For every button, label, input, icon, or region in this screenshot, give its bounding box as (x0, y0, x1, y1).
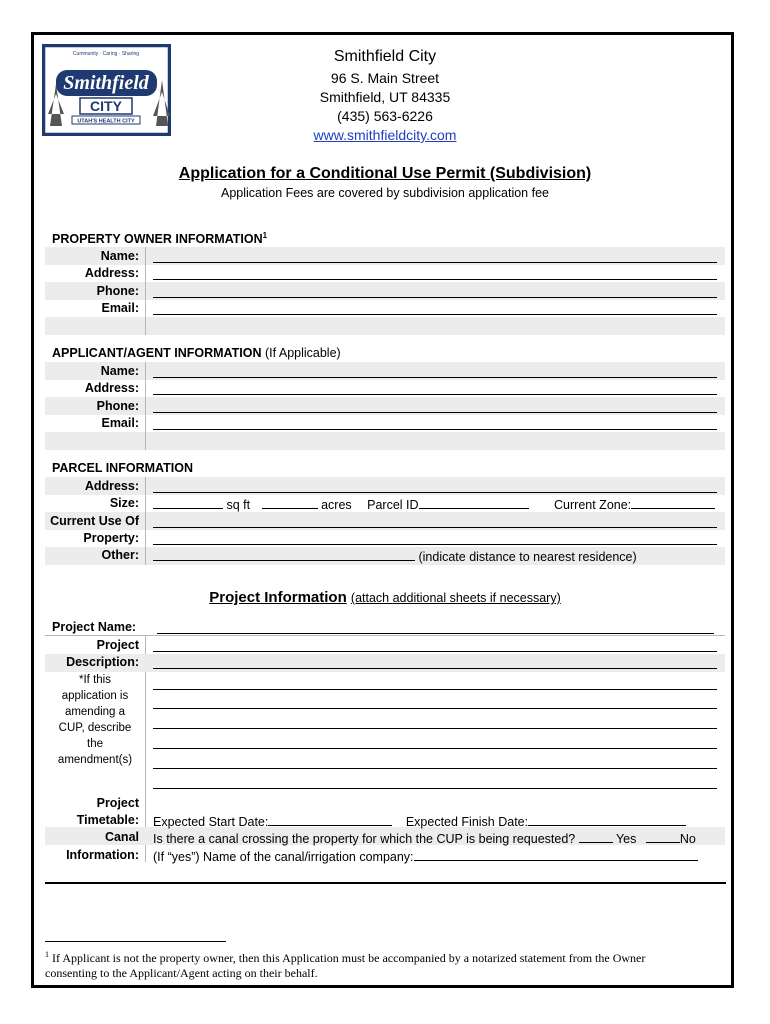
form-subtitle: Application Fees are covered by subdivision application fee (221, 186, 549, 200)
owner-name-field[interactable] (153, 262, 717, 263)
timetable-row: Expected Start Date: Expected Finish Date: (153, 813, 686, 829)
owner-address-label: Address: (84, 266, 139, 280)
owner-email-label: Email: (101, 301, 139, 315)
parcel-address-field[interactable] (153, 492, 717, 493)
amendment-note: *If this application is amending a CUP, describe the amendment(s) (57, 674, 133, 766)
description-line-1[interactable] (153, 651, 717, 652)
phone-number: (435) 563-6226 (337, 108, 433, 124)
svg-text:Cummunity · Caring · Sharing: Cummunity · Caring · Sharing (72, 51, 140, 57)
applicant-address-field[interactable] (153, 394, 717, 395)
timetable-label-2: Timetable: (76, 813, 139, 827)
parcel-other-label: Other: (101, 548, 139, 562)
parcel-size-label: Size: (109, 496, 139, 510)
owner-phone-label: Phone: (96, 284, 139, 298)
owner-address-field[interactable] (153, 279, 717, 280)
canal-label-2: Information: (66, 848, 139, 862)
parcel-other-row: (indicate distance to nearest residence) (153, 548, 637, 564)
property-field[interactable] (153, 544, 717, 545)
parcel-address-label: Address: (84, 479, 139, 493)
owner-name-label: Name: (100, 249, 139, 263)
applicant-name-label: Name: (100, 364, 139, 378)
canal-name-row: (If “yes”) Name of the canal/irrigation company: (153, 848, 698, 864)
property-label: Property: (83, 531, 139, 545)
timetable-label-1: Project (96, 796, 139, 810)
canal-name-field[interactable] (414, 848, 698, 861)
finish-date-field[interactable] (528, 813, 686, 826)
description-line-2[interactable] (153, 668, 717, 669)
footnote-rule (45, 941, 226, 942)
canal-question-row: Is there a canal crossing the property for which the CUP is being requested? Yes No (153, 832, 696, 846)
svg-text:UTAH'S HEALTH CITY: UTAH'S HEALTH CITY (77, 118, 135, 125)
form-title: Application for a Conditional Use Permit (Subdivision) (178, 165, 592, 182)
applicant-name-field[interactable] (153, 377, 717, 378)
project-description-label-1: Project (96, 638, 139, 652)
description-line-3[interactable] (153, 689, 717, 690)
description-line-8[interactable] (153, 788, 717, 789)
current-use-field[interactable] (153, 527, 717, 528)
city-state-zip: Smithfield, UT 84335 (319, 89, 451, 105)
parcel-section-heading: PARCEL INFORMATION (52, 461, 193, 475)
project-description-label-2: Description: (66, 655, 139, 669)
owner-email-field[interactable] (153, 314, 717, 315)
canal-no-field[interactable] (646, 830, 680, 843)
sqft-field[interactable] (153, 496, 223, 509)
project-section-heading: Project Information (attach additional sheets if necessary) (209, 589, 561, 606)
parcel-other-field[interactable] (153, 548, 415, 561)
footnote-text: $^1$ If Applicant is not the property owner, then this Application must be accompanied by a notarized statement from the Owner consenting to the Applicant/Agent acting on their behalf. (45, 950, 646, 980)
applicant-email-label: Email: (101, 416, 139, 430)
applicant-address-label: Address: (84, 381, 139, 395)
svg-text:CITY: CITY (90, 98, 122, 114)
website-link[interactable]: www.smithfieldcity.com (313, 127, 457, 143)
city-name: Smithfield City (333, 48, 437, 65)
description-line-4[interactable] (153, 708, 717, 709)
applicant-section-heading: APPLICANT/AGENT INFORMATION (If Applicable) (52, 346, 341, 360)
section-divider (45, 882, 726, 884)
project-name-label: Project Name: (52, 620, 137, 634)
project-name-field[interactable] (157, 633, 714, 634)
description-line-7[interactable] (153, 768, 717, 769)
description-line-6[interactable] (153, 748, 717, 749)
canal-yes-field[interactable] (579, 830, 613, 843)
owner-section-heading: PROPERTY OWNER INFORMATION$^1$ (52, 231, 268, 247)
current-zone-field[interactable] (631, 496, 715, 509)
canal-label-1: Canal (104, 830, 139, 844)
start-date-field[interactable] (268, 813, 392, 826)
parcel-id-field[interactable] (419, 496, 529, 509)
svg-text:Smithfield: Smithfield (63, 72, 149, 94)
applicant-phone-field[interactable] (153, 412, 717, 413)
parcel-size-row: sq ft acres Parcel ID Current Zone: (153, 496, 715, 512)
owner-phone-field[interactable] (153, 297, 717, 298)
description-line-5[interactable] (153, 728, 717, 729)
applicant-email-field[interactable] (153, 429, 717, 430)
applicant-phone-label: Phone: (96, 399, 139, 413)
street-address: 96 S. Main Street (330, 70, 440, 86)
current-use-label: Current Use Of (50, 514, 139, 528)
acres-field[interactable] (262, 496, 318, 509)
